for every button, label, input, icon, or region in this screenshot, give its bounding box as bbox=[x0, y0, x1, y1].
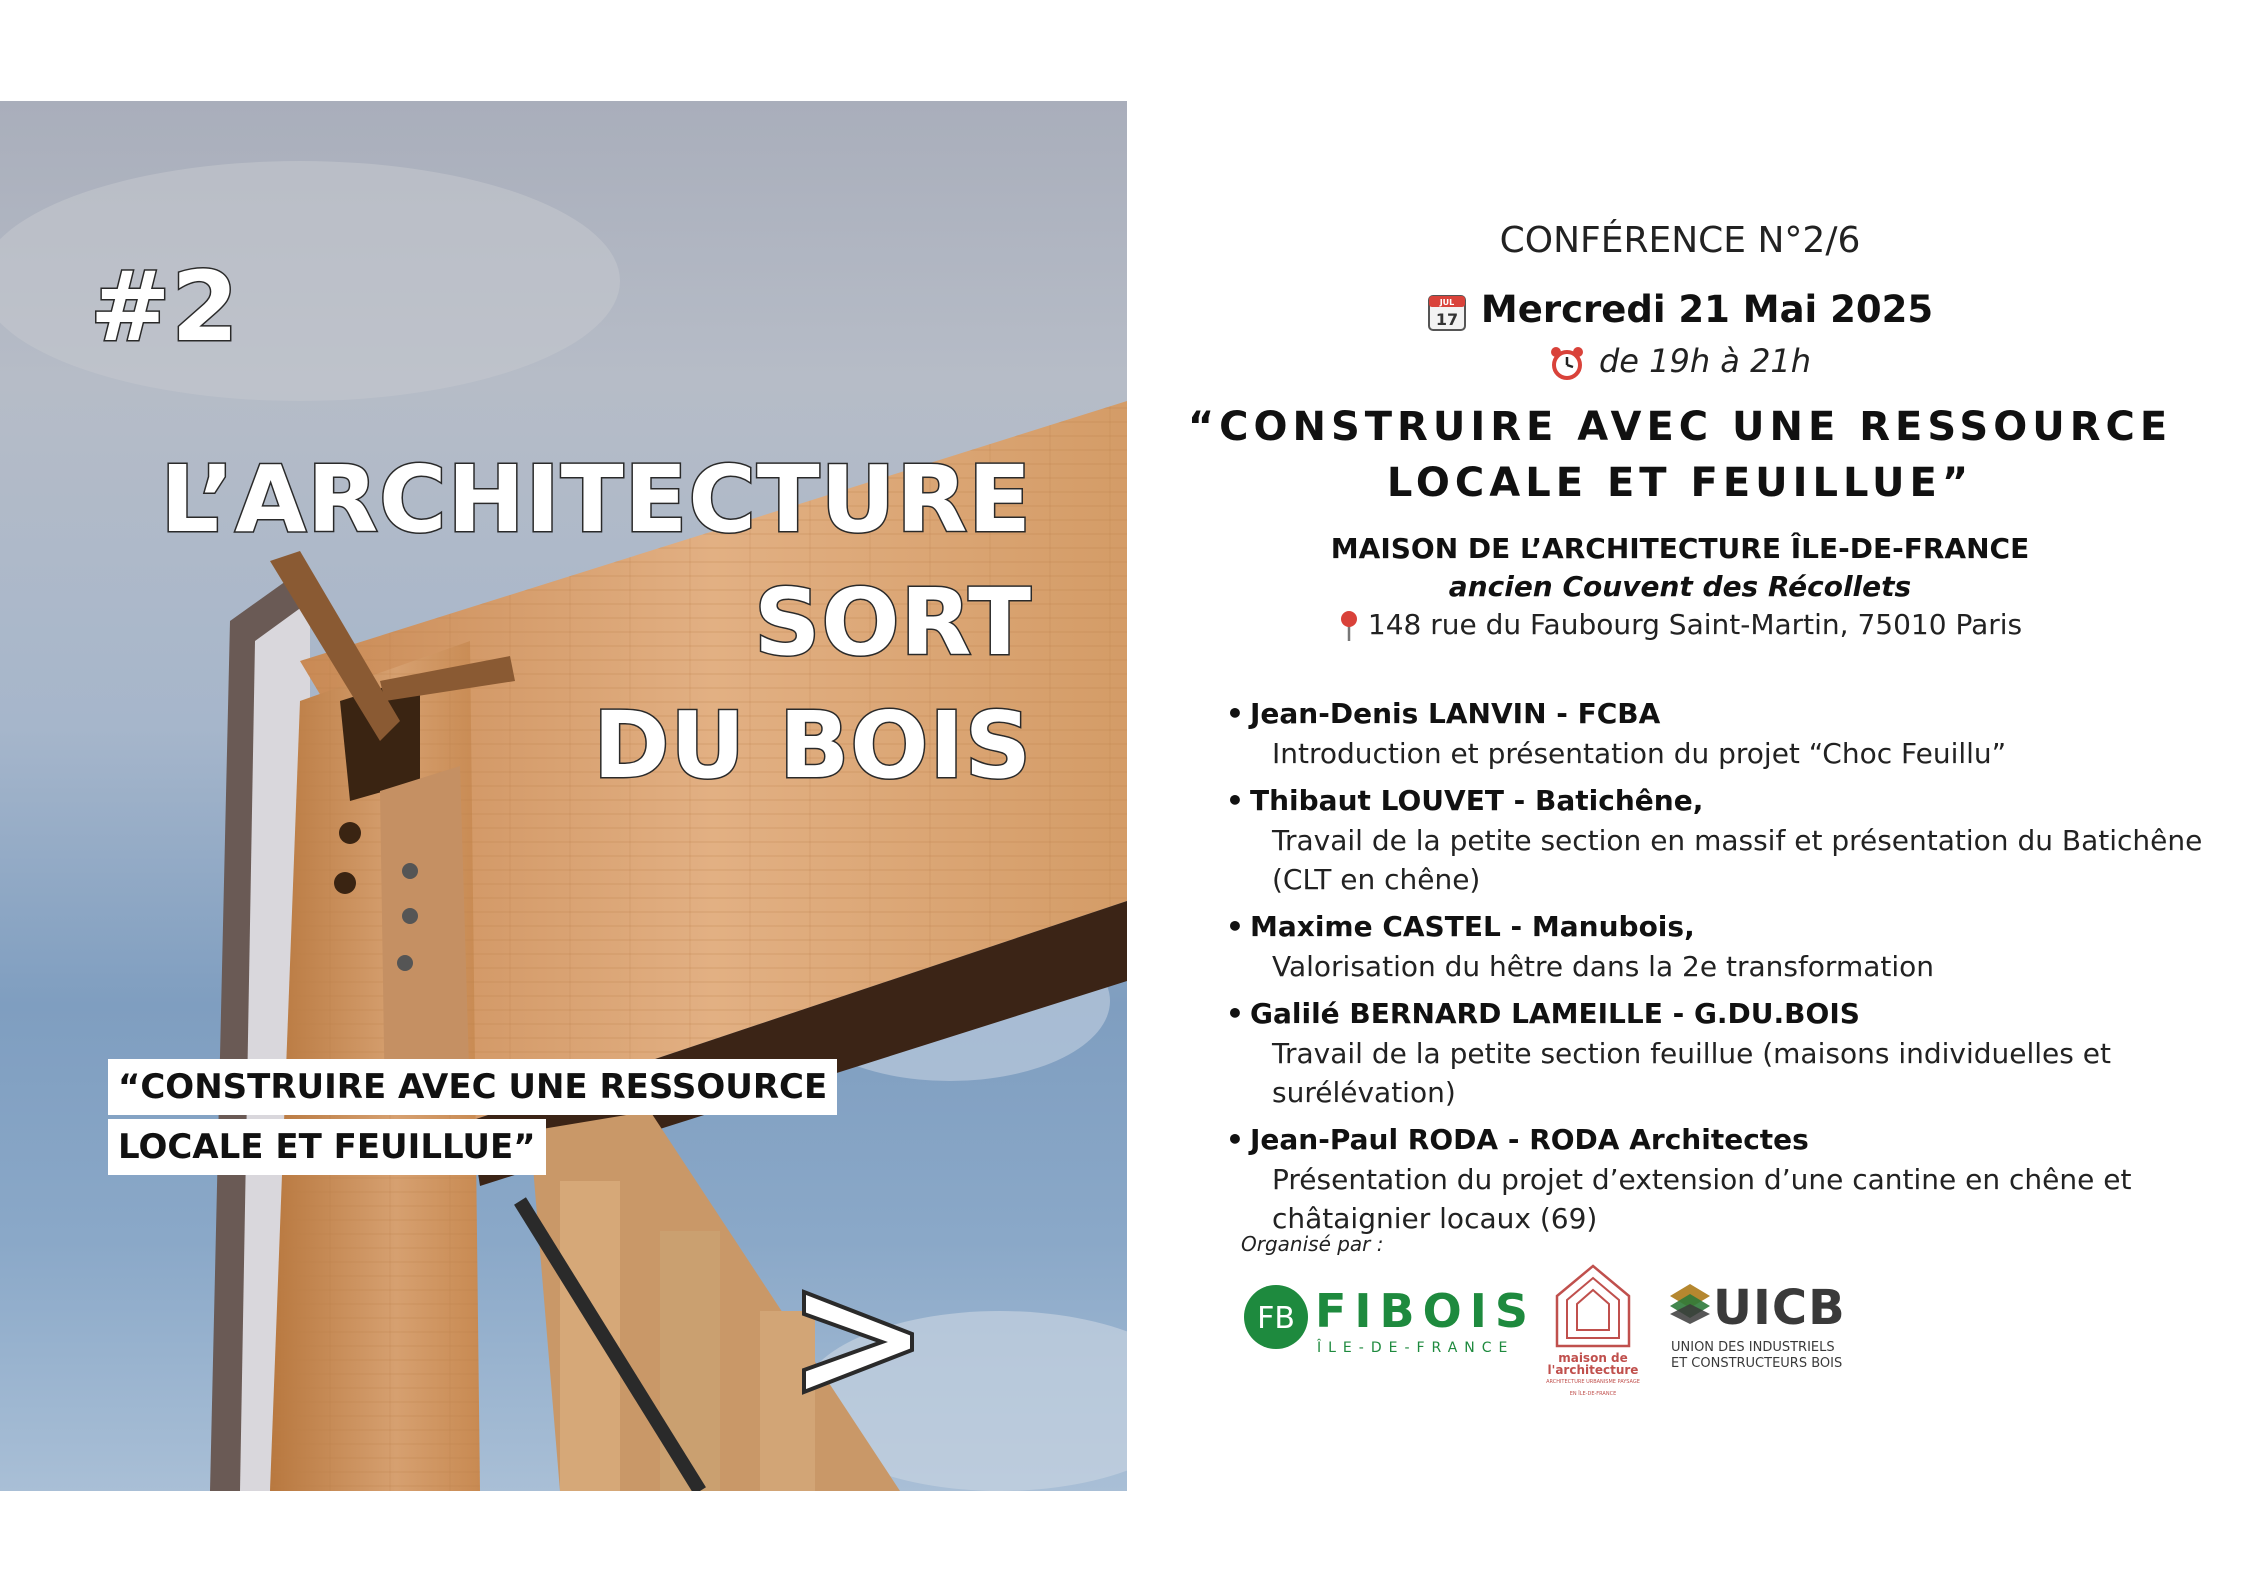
cover-photo bbox=[0, 101, 1127, 1491]
speaker-name: • Jean-Paul RODA - RODA Architectes bbox=[1226, 1120, 2210, 1160]
speaker-topic: (CLT en chêne) bbox=[1272, 863, 1481, 896]
venue-address bbox=[1160, 608, 2200, 642]
speaker-topic: Valorisation du hêtre dans la 2e transformation bbox=[1272, 950, 1935, 983]
speaker-topic: châtaignier locaux (69) bbox=[1272, 1202, 1598, 1235]
speaker-name: • Maxime CASTEL - Manubois, bbox=[1226, 907, 2210, 947]
poster-title-line-2: SORT bbox=[754, 569, 1032, 676]
event-title-line-1: “CONSTRUIRE AVEC UNE RESSOURCE bbox=[1187, 404, 2173, 450]
next-chevron-icon[interactable] bbox=[800, 1286, 920, 1396]
maison-architecture-name: maison de l'architecture ARCHITECTURE URBANISME PAYSAGE EN ÎLE-DE-FRANCE bbox=[1546, 1351, 1640, 1397]
venue-subtitle: ancien Couvent des Récollets bbox=[1448, 570, 1912, 603]
venue-address-text[interactable]: 148 rue du Faubourg Saint-Martin, 75010 Paris bbox=[1367, 608, 2023, 641]
uicb-logo-icon[interactable] bbox=[1668, 1282, 1712, 1326]
speaker-name: • Thibaut LOUVET - Batichêne, bbox=[1226, 781, 2210, 821]
event-title-line-2: LOCALE ET FEUILLUE” bbox=[1386, 460, 1974, 506]
svg-text:FB: FB bbox=[1257, 1301, 1295, 1336]
speaker-name: • Jean-Denis LANVIN - FCBA bbox=[1226, 694, 2210, 734]
uicb-subtitle: UNION DES INDUSTRIELS ET CONSTRUCTEURS BOIS bbox=[1671, 1340, 1843, 1371]
organizers-label: Organisé par : bbox=[1241, 1232, 1384, 1256]
speaker-item bbox=[1250, 781, 2210, 899]
event-date bbox=[1160, 288, 2200, 332]
event-date-text: Mercredi 21 Mai 2025 bbox=[1480, 288, 1934, 331]
speaker-topic: Travail de la petite section en massif et présentation du Batichêne bbox=[1272, 824, 2203, 857]
fibois-logo-icon[interactable] bbox=[1243, 1284, 1309, 1350]
poster-tag-line-1: “CONSTRUIRE AVEC UNE RESSOURCE bbox=[108, 1059, 837, 1115]
speaker-topic: Introduction et présentation du projet “Choc Feuillu” bbox=[1272, 737, 2007, 770]
map-pin-icon bbox=[1338, 610, 1360, 642]
speaker-item bbox=[1250, 994, 2210, 1112]
fibois-subtitle: ÎLE-DE-FRANCE bbox=[1317, 1340, 1515, 1356]
svg-text:JUL: JUL bbox=[1439, 297, 1455, 307]
event-time-text: de 19h à 21h bbox=[1598, 342, 1812, 380]
speaker-name: • Galilé BERNARD LAMEILLE - G.DU.BOIS bbox=[1226, 994, 2210, 1034]
maison-architecture-logo-icon[interactable] bbox=[1553, 1262, 1633, 1350]
speaker-item bbox=[1250, 694, 2210, 773]
speaker-topic: Présentation du projet d’extension d’une cantine en chêne et bbox=[1272, 1163, 2132, 1196]
speaker-topic: surélévation) bbox=[1272, 1076, 1456, 1109]
venue-name: MAISON DE L’ARCHITECTURE ÎLE-DE-FRANCE bbox=[1330, 532, 2030, 565]
poster-title-line-3: DU BOIS bbox=[593, 692, 1032, 799]
speaker-list bbox=[1250, 694, 2210, 1246]
speaker-topic: Travail de la petite section feuillue (maisons individuelles et bbox=[1272, 1037, 2111, 1070]
calendar-icon bbox=[1427, 292, 1467, 332]
poster-number: #2 bbox=[90, 251, 240, 363]
conference-number: CONFÉRENCE N°2/6 bbox=[1499, 220, 1861, 261]
poster-tag-line-2: LOCALE ET FEUILLUE” bbox=[108, 1119, 546, 1175]
alarm-clock-icon bbox=[1549, 345, 1585, 381]
poster-title-line-1: L’ARCHITECTURE bbox=[160, 446, 1032, 553]
fibois-name: FIBOIS bbox=[1315, 1284, 1536, 1338]
event-time bbox=[1160, 342, 2200, 381]
organizer-logos bbox=[1243, 1262, 1846, 1397]
uicb-name: UICB bbox=[1713, 1280, 1846, 1336]
speaker-item bbox=[1250, 907, 2210, 986]
svg-text:17: 17 bbox=[1435, 309, 1459, 329]
speaker-item bbox=[1250, 1120, 2210, 1238]
